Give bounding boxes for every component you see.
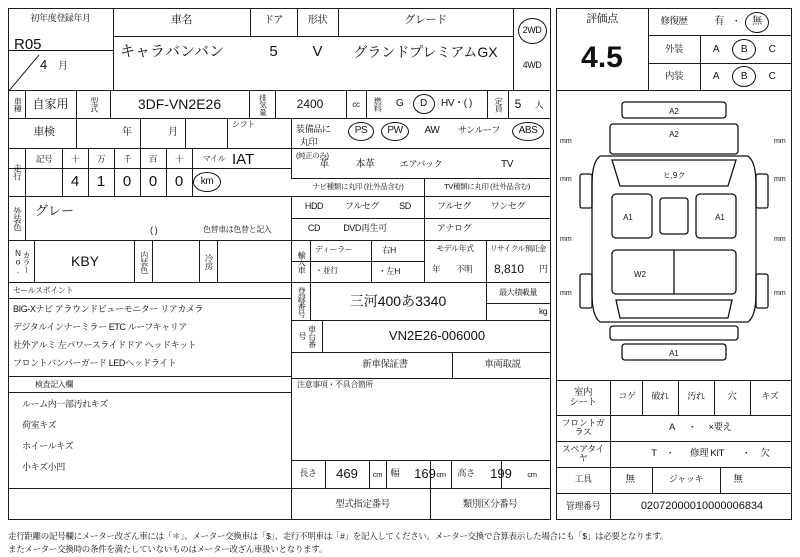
equip-line1	[291, 148, 551, 149]
rb-vline-label	[610, 380, 611, 520]
tv-analog: アナログ	[436, 222, 472, 233]
score-bottom	[556, 90, 792, 91]
rb-line-1	[556, 415, 792, 416]
sales-point-2: デジタルインナーミラー ETC ルーフキャリア	[13, 322, 188, 332]
inspection-year: 年	[122, 127, 132, 138]
diagram-label-w2: W2	[634, 270, 646, 279]
diagram-bottom	[556, 380, 792, 381]
mileage-v2: 1	[96, 173, 106, 191]
inspection-note-4: 小キズ小凹	[22, 462, 65, 472]
inspection-note-1: ルーム内一部汚れキズ	[22, 399, 108, 409]
equip-airbag: エアバック	[399, 159, 443, 170]
row1-bottom-line	[8, 90, 551, 91]
sales-bottom	[8, 376, 291, 377]
left-block-main-sep	[291, 196, 292, 520]
repaint-prefix: ( )	[150, 225, 158, 235]
interior-grade-b: B	[740, 70, 748, 82]
mileage-d2-label: 万	[96, 153, 106, 164]
length-value: 469	[336, 466, 358, 482]
mileage-km-circle	[193, 172, 221, 192]
import-label: 輸入車	[297, 250, 307, 274]
caution-label: 注意事項・不具合箇所	[297, 380, 373, 389]
mm-mark-8: mm	[774, 290, 786, 297]
width-value: 169	[414, 466, 436, 482]
nav-mid2	[291, 218, 551, 219]
width-label: 幅	[390, 468, 400, 479]
mileage-d1-label: 十	[70, 153, 80, 164]
grade-value: グランドプレミアムGX	[353, 43, 498, 60]
drive-2wd-circle	[518, 18, 547, 44]
doc-removal: 車両取説	[484, 359, 521, 371]
caution-bottom	[291, 460, 551, 461]
mileage-v3: 0	[122, 173, 132, 191]
exterior-color-label: 外装色	[12, 206, 23, 232]
spare-dot1: ・	[665, 448, 675, 459]
fuel-d: D	[420, 98, 427, 109]
max-load-label: 最大積載量	[499, 287, 537, 297]
mileage-d3-label: 千	[122, 153, 132, 164]
nav-sd: SD	[399, 200, 411, 211]
score-r2	[648, 63, 792, 64]
interior-yabure: 破れ	[651, 391, 669, 402]
color-no-label: カラーNo.	[13, 249, 31, 275]
equip-title-2: 丸印	[300, 137, 318, 147]
mm-mark-6: mm	[774, 176, 786, 183]
registration-value: 三河400あ3340	[349, 292, 447, 309]
first-reg-month-value: 4	[40, 57, 48, 72]
tv-oneseg: ワンセグ	[490, 200, 526, 211]
diagram-label-a1-left: A1	[623, 213, 633, 222]
diagram-label-a1-rear: A1	[669, 349, 679, 358]
recycle-unit: 円	[539, 264, 548, 274]
interior-koge: コゲ	[618, 391, 636, 402]
use-label: 車種	[13, 96, 23, 113]
drive-4wd: 4WD	[522, 60, 542, 71]
nav-label: ナビ種類に丸印 (社外品含む)	[312, 182, 404, 192]
width-unit: cm	[436, 470, 446, 480]
import-hand-right: 右H	[382, 245, 396, 255]
score-title: 評価点	[586, 13, 618, 26]
colorno-sep-5	[217, 240, 218, 282]
exterior-grade-c: C	[768, 43, 776, 55]
front-glass-label: フロントガラス	[561, 417, 605, 437]
fuel-hv: HV・( )	[441, 98, 472, 109]
sales-top	[8, 282, 291, 283]
import-sep-a	[310, 240, 311, 282]
equip-pw-circle	[381, 122, 409, 141]
nav-cd: CD	[307, 222, 321, 233]
class-no-label: 類別区分番号	[462, 499, 518, 511]
import-mid	[291, 261, 425, 262]
sales-points-label: セールスポイント	[13, 286, 74, 295]
capacity-value: 5	[514, 96, 522, 111]
shift-label: シフト	[232, 120, 255, 129]
jack-none: 無	[733, 474, 743, 486]
type-no-label: 型式指定番号	[335, 499, 390, 511]
interior-grade-a: A	[712, 70, 720, 82]
mileage-top	[8, 148, 291, 149]
tools-label: 工具	[574, 474, 592, 485]
chassis-sep	[322, 320, 323, 352]
insp-notes-sub	[8, 392, 291, 393]
mm-mark-7: mm	[774, 236, 786, 243]
exterior-grade-b-circle	[732, 39, 756, 60]
equip-tv: TV	[501, 158, 513, 170]
shape-label: 形状	[307, 14, 328, 26]
import-sep-b	[371, 240, 372, 282]
mm-mark-1: mm	[560, 138, 572, 145]
score-value: 4.5	[581, 41, 623, 75]
car-name-label: 車名	[170, 14, 193, 27]
r2-sep-e	[275, 90, 276, 118]
docs-bottom	[291, 378, 551, 379]
nav-fullseg: フルセグ	[344, 200, 380, 211]
model-label: 型式	[89, 96, 99, 113]
import-bottom	[291, 282, 551, 283]
inspection-month: 月	[168, 127, 178, 138]
sales-sub	[8, 298, 291, 299]
front-glass-dot: ・	[687, 422, 697, 433]
repair-dot: ・	[731, 16, 741, 27]
drive-2wd: 2WD	[522, 25, 542, 36]
model-year-label: モデル年式	[436, 243, 474, 253]
rb-line-3	[556, 467, 792, 468]
docs-sep	[452, 352, 453, 378]
use-value: 自家用	[32, 96, 69, 111]
interior-seat-label-l1: 室内	[573, 387, 593, 399]
door-value: 5	[269, 43, 278, 61]
inspection-note-2: 荷室キズ	[22, 420, 57, 430]
car-name-value: キャラバンバン	[120, 43, 224, 61]
interior-grade-b-circle	[732, 66, 756, 87]
mileage-unit-km: km	[200, 175, 214, 187]
equip-title-sub: (純正のみ)	[296, 151, 329, 160]
rb-line-4	[556, 493, 792, 494]
mileage-bottom	[8, 196, 291, 197]
score-sep2	[700, 35, 701, 90]
mileage-d5-label: 十	[174, 153, 184, 164]
mileage-v1: 4	[70, 173, 80, 191]
mm-mark-5: mm	[774, 138, 786, 145]
diagram-label-a1-right: A1	[715, 213, 725, 222]
jack-label: ジャッキ	[668, 474, 704, 485]
shape-value: V	[312, 43, 323, 61]
row2-bottom	[8, 118, 551, 119]
import-hand-left: ・左H	[378, 266, 400, 276]
h-row1-inner	[113, 36, 513, 37]
typeno-sep	[430, 488, 431, 520]
sales-point-3: 社外アルミ 左パワースライドドア ヘッドキット	[13, 340, 197, 350]
import-parallel: ・並行	[315, 266, 338, 275]
recycle-value: 8,810	[494, 262, 525, 276]
import-dealer: ディーラー	[315, 245, 353, 254]
color-no-value: KBY	[70, 252, 99, 269]
r3-ins-b	[140, 118, 141, 148]
first-reg-label: 初年度登録年月	[30, 13, 91, 24]
exterior-grade-a: A	[712, 43, 720, 55]
exterior-grade-label: 外装	[664, 44, 684, 56]
diagram-label-a2-hood: A2	[669, 130, 679, 139]
reg-sep-a	[310, 282, 311, 320]
model-value: 3DF-VN2E26	[137, 95, 222, 112]
footer-line-1: 走行距離の記号欄にメーター改ざん車には「＊」、メーター交換車は「$」、走行不明車は「#」を記入してください。メーター交換で合算表示した場合にも「$」は必要となります。	[8, 531, 669, 541]
chassis-label-text: 車台番号	[298, 324, 317, 348]
length-unit: cm	[372, 470, 383, 480]
h-sep-5	[513, 8, 514, 90]
dims-bottom	[291, 488, 551, 489]
ext-color-bottom	[8, 240, 291, 241]
doc-warranty: 新車保証書	[362, 359, 408, 371]
interior-seat-label	[558, 384, 608, 412]
equip-title-1: 装備品に	[296, 124, 331, 134]
inspection-note-3: ホイールキズ	[22, 441, 74, 451]
height-unit: cm	[527, 470, 537, 480]
front-glass-x: ×要え	[708, 422, 732, 434]
repair-no: 無	[752, 15, 762, 27]
exterior-grade-b: B	[740, 43, 748, 55]
equip-leather: 革	[319, 158, 329, 170]
car-diagram-svg	[560, 94, 788, 378]
grade-label: グレード	[404, 14, 447, 27]
equip-abs: ABS	[518, 124, 538, 136]
nav-mid	[291, 196, 551, 197]
sales-point-4: フロントバンパーガード LEDヘッドライト	[13, 358, 177, 368]
capacity-label: 定員	[494, 96, 504, 113]
model-year-unknown: 不明	[456, 264, 473, 274]
chassis-value: VN2E26-006000	[388, 328, 486, 344]
repaint-note: 色替車は色替と記入	[203, 225, 272, 234]
mileage-v4: 0	[148, 173, 158, 191]
mileage-symbol-label: 記号	[35, 153, 53, 164]
diagram-label-center: ヒ,9ク	[662, 171, 686, 180]
colorno-sep-3	[152, 240, 153, 282]
recycle-label: リサイクル預託金	[490, 244, 546, 254]
mileage-label: 走行	[12, 163, 23, 181]
car-diagram	[560, 94, 788, 378]
chassis-bottom	[291, 352, 551, 353]
equip-ps: PS	[354, 124, 368, 136]
interior-color-label: 内装色	[139, 250, 149, 274]
score-r1	[648, 35, 792, 36]
spare-tire-label: スペアタイヤ	[561, 443, 605, 463]
diagram-label-a2-top: A2	[669, 107, 679, 116]
rb-jack-sep1	[652, 467, 653, 493]
displacement-label: 排気量	[258, 93, 268, 116]
height-value: 199	[490, 466, 512, 482]
capacity-unit: 人	[534, 99, 544, 110]
mileage-mid	[8, 168, 291, 169]
equip-aw: AW	[424, 124, 440, 136]
chassis-label	[293, 324, 321, 348]
fuel-d-circle	[413, 94, 435, 114]
model-year-year: 年	[432, 264, 441, 274]
spare-t: T	[651, 448, 657, 460]
repair-history-label: 修復歴	[660, 16, 688, 28]
height-label: 高さ	[457, 468, 475, 479]
sales-point-1: BIG-Xナビ アラウンドビューモニター リアカメラ	[13, 304, 204, 314]
mm-mark-2: mm	[560, 176, 572, 183]
interior-ana: 穴	[727, 391, 737, 402]
mm-mark-4: mm	[560, 290, 572, 297]
fuel-label: 燃料	[373, 96, 383, 113]
nav-bottom	[291, 240, 551, 241]
spare-kit: 修理 KIT	[689, 448, 725, 460]
shift-value: IAT	[232, 151, 255, 168]
repair-yes: 有	[714, 15, 724, 27]
mileage-d4-label: 百	[148, 153, 158, 164]
door-label: ドア	[264, 14, 283, 26]
mileage-unit-mile: マイル	[202, 153, 226, 163]
inspection-notes-label: 検査記入欄	[35, 380, 73, 389]
tools-none: 無	[625, 474, 635, 486]
footer-line-2: またメーター交換時の条件を満たしていないものはメーター改ざん車扱いとなります。	[8, 544, 328, 554]
score-sep	[648, 8, 649, 90]
serial-value: 02072000010000006834	[640, 500, 764, 513]
front-glass-a: A	[669, 422, 675, 434]
interior-seat-label-l2: シート	[569, 397, 597, 408]
displacement-unit: cc	[352, 100, 360, 110]
nav-dvd: DVD再生可	[343, 222, 387, 233]
rb-jack-sep2	[720, 467, 721, 493]
repair-no-circle	[745, 12, 769, 33]
mm-mark-3: mm	[560, 236, 572, 243]
spare-none: 欠	[760, 448, 770, 460]
spare-dot2: ・	[741, 448, 751, 459]
rb-line-2	[556, 441, 792, 442]
displacement-value: 2400	[296, 96, 324, 111]
registration-label: 登録番号	[297, 286, 307, 318]
mileage-v5: 0	[174, 173, 184, 191]
equip-pw: PW	[387, 124, 403, 136]
tv-label: TV種類に丸印 (社外品含む)	[444, 182, 530, 192]
r3-sep-left	[227, 118, 228, 148]
nav-top	[291, 178, 551, 179]
equip-ps-circle	[348, 122, 374, 141]
fuel-g: G	[396, 98, 404, 109]
first-reg-month-unit: 月	[58, 61, 68, 72]
ac-label: 冷房	[203, 253, 214, 271]
equip-abs-circle	[512, 122, 544, 141]
reg-bottom	[291, 320, 551, 321]
equip-sunroof: サンルーフ	[458, 125, 500, 136]
max-load-unit: kg	[539, 306, 548, 316]
exterior-color-value: グレー	[35, 203, 75, 218]
interior-grade-c: C	[768, 70, 776, 82]
maxload-mid	[486, 303, 551, 304]
colorno-sep-1	[34, 240, 35, 282]
length-label: 長さ	[299, 468, 317, 479]
equip-real-leather: 本革	[355, 158, 375, 170]
left-bottom-close	[8, 488, 291, 489]
inspection-label: 車検	[33, 126, 55, 139]
r3-ins-c	[185, 118, 186, 148]
first-reg-year: R05	[14, 36, 42, 54]
tv-fullseg: フルセグ	[436, 200, 472, 211]
serial-label: 管理番号	[565, 501, 601, 512]
nav-hdd: HDD	[304, 200, 324, 211]
interior-kizu: キズ	[761, 391, 779, 402]
interior-grade-label: 内装	[664, 71, 684, 83]
ext-color-lab-sep	[25, 196, 26, 240]
r3-ins-a	[76, 118, 77, 148]
interior-yogore: 汚れ	[687, 391, 705, 402]
